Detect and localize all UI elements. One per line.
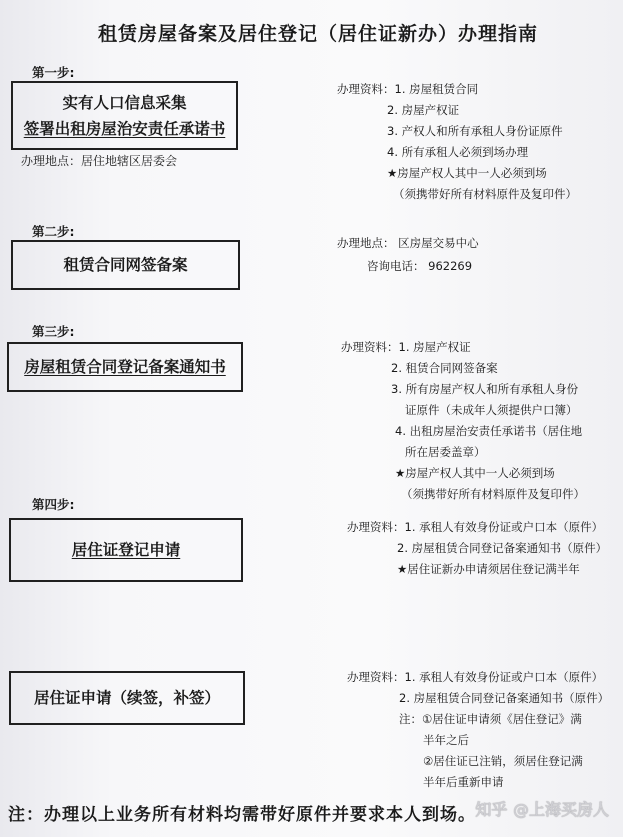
step-2-box-line-1: 租赁合同网签备案 (63, 256, 188, 274)
step-4-box (9, 518, 243, 582)
step-3-info-line: ★房屋产权人其中一人必须到场 (395, 466, 555, 480)
step-3-label: 第三步: (32, 324, 75, 339)
step-1-box-line-2: 签署出租房屋治安责任承诺书 (23, 119, 226, 138)
step-4-box-line-1: 居住证登记申请 (71, 541, 181, 559)
step-1-label: 第一步: (32, 65, 75, 80)
step-3-info-line: 4. 出租房屋治安责任承诺书（居住地 (395, 424, 583, 438)
footer-note: 注：办理以上业务所有材料均需带好原件并要求本人到场。 (8, 805, 476, 825)
step-2-info (337, 232, 479, 278)
step-3-box (7, 342, 243, 392)
step-5-info-line: 半年后重新申请 (423, 775, 504, 789)
step-3-info-line: 办理资料：1. 房屋产权证 (341, 340, 471, 354)
step-3-info-line: （须携带好所有材料原件及复印件） (401, 487, 585, 501)
step-4-info (347, 517, 607, 580)
step-5-info-line: ②居住证已注销，须居住登记满 (423, 754, 583, 768)
step-3-info (341, 337, 585, 505)
step-1-info-line: （须携带好所有材料原件及复印件） (393, 187, 577, 201)
step-2-label: 第二步: (32, 224, 75, 239)
page-title: 租赁房屋备案及居住登记（居住证新办）办理指南 (98, 23, 539, 45)
watermark: 知乎 @上海买房人 (475, 800, 609, 819)
step-2-info-line: 咨询电话： 962269 (367, 259, 473, 273)
step-1-info-line: 4. 所有承租人必须到场办理 (387, 145, 529, 159)
step-5-info-line: 2. 房屋租赁合同登记备案通知书（原件） (399, 691, 610, 705)
step-2-box (11, 240, 240, 290)
step-5-info-line: 注：①居住证申请须《居住登记》满 (399, 712, 582, 726)
step-5-info-line: 半年之后 (423, 733, 469, 747)
step-5-box (9, 671, 245, 725)
step-5-info (347, 667, 609, 793)
step-3-info-line: 证原件（未成年人须提供户口簿） (405, 403, 578, 417)
step-1-info-line: 2. 房屋产权证 (387, 103, 460, 117)
step-1-box (11, 81, 238, 150)
step-1-location: 办理地点：居住地辖区居委会 (21, 154, 178, 168)
step-3-info-line: 3. 所有房屋产权人和所有承租人身份 (391, 382, 579, 396)
step-3-info-line: 所在居委盖章） (405, 445, 486, 459)
step-5-info-line: 办理资料：1. 承租人有效身份证或户口本（原件） (347, 670, 604, 684)
step-1-info (337, 79, 577, 205)
step-4-info-line: 办理资料：1. 承租人有效身份证或户口本（原件） (347, 520, 604, 534)
step-2-info-line: 办理地点： 区房屋交易中心 (337, 236, 479, 250)
step-1-info-line: 办理资料：1. 房屋租赁合同 (337, 82, 479, 96)
step-5-box-line-1: 居住证申请（续签，补签） (33, 689, 220, 707)
step-4-label: 第四步: (32, 497, 75, 512)
step-4-info-line: 2. 房屋租赁合同登记备案通知书（原件） (397, 541, 608, 555)
step-1-box-line-1: 实有人口信息采集 (62, 93, 187, 112)
step-3-box-line-1: 房屋租赁合同登记备案通知书 (24, 358, 226, 376)
step-1-info-line: 3. 产权人和所有承租人身份证原件 (387, 124, 563, 138)
step-4-info-line: ★居住证新办申请须居住登记满半年 (397, 562, 580, 576)
step-3-info-line: 2. 租赁合同网签备案 (391, 361, 498, 375)
step-1-info-line: ★房屋产权人其中一人必须到场 (387, 166, 547, 180)
